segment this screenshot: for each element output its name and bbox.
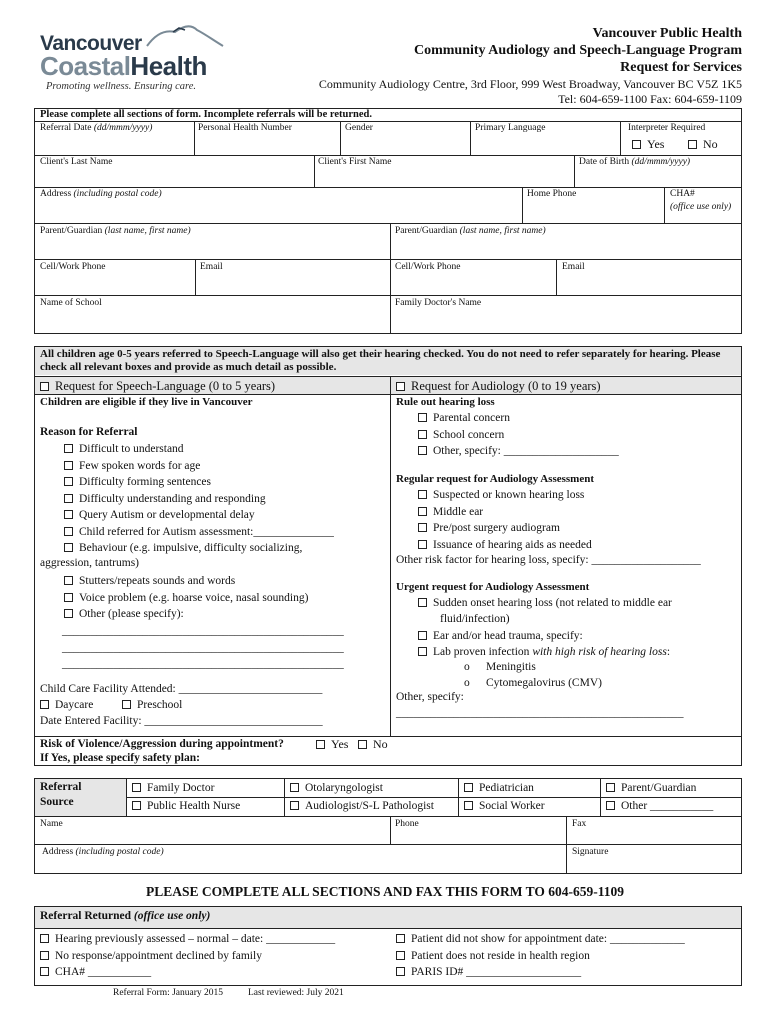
client-last-name-label: Client's Last Name (40, 157, 113, 167)
returned-item-checkbox[interactable] (396, 934, 405, 943)
interpreter-yes[interactable]: Yes (632, 137, 664, 152)
other-specify-label: Other, specify: (396, 691, 464, 703)
violence-yes[interactable]: Yes (316, 737, 348, 752)
referrer-signature-label: Signature (572, 847, 609, 857)
school-label: Name of School (40, 298, 102, 308)
regular-item[interactable]: Pre/post surgery audiogram (418, 522, 560, 534)
header-org: Vancouver Public Health (592, 26, 742, 41)
reason-item-checkbox[interactable] (64, 609, 73, 618)
childcare-field[interactable]: Child Care Facility Attended: _________________________ (40, 683, 323, 695)
cell1-label: Cell/Work Phone (40, 262, 106, 272)
referral-option[interactable]: Public Health Nurse (132, 800, 240, 812)
regular-item-checkbox[interactable] (418, 540, 427, 549)
returned-item-checkbox[interactable] (40, 967, 49, 976)
logo-coastal: Coastal (40, 51, 131, 81)
regular-item[interactable]: Issuance of hearing aids as needed (418, 539, 592, 551)
urgent-sudden[interactable]: Sudden onset hearing loss (not related to middle ear (418, 597, 672, 609)
urgent-checkbox[interactable] (418, 631, 427, 640)
preschool-option[interactable]: Preschool (122, 699, 182, 711)
section2-intro: All children age 0-5 years referred to Speech-Language will also get their hearing checked. You do not need to refer separately for hearing. Please check all relevant boxes and provide as much detail as possible. (40, 348, 721, 373)
cell2-label: Cell/Work Phone (395, 262, 461, 272)
interpreter-no[interactable]: No (688, 137, 718, 152)
client-first-name-label: Client's First Name (318, 157, 392, 167)
referral-option[interactable]: Otolaryngologist (290, 782, 383, 794)
reason-checkbox[interactable] (64, 543, 73, 552)
interpreter-yes-checkbox[interactable] (632, 140, 641, 149)
reason-item[interactable]: Other (please specify): (64, 608, 184, 620)
reason-item-checkbox[interactable] (64, 461, 73, 470)
returned-item-checkbox[interactable] (396, 951, 405, 960)
referral-option-checkbox[interactable] (464, 801, 473, 810)
referral-option-checkbox[interactable] (606, 783, 615, 792)
violence-no[interactable]: No (358, 737, 388, 752)
interpreter-no-checkbox[interactable] (688, 140, 697, 149)
sub-item-cmv: o Cytomegalovirus (CMV) (464, 677, 602, 689)
reason-item[interactable]: Stutters/repeats sounds and words (64, 575, 235, 587)
daycare-checkbox[interactable] (40, 700, 49, 709)
referral-option[interactable]: Audiologist/S-L Pathologist (290, 800, 434, 812)
speech-checkbox[interactable] (40, 382, 49, 391)
fax-notice: PLEASE COMPLETE ALL SECTIONS AND FAX THIS FORM TO 604-659-1109 (146, 884, 624, 899)
returned-item[interactable]: PARIS ID# ____________________ (396, 966, 581, 978)
referrer-fax-label: Fax (572, 819, 587, 829)
other-specify-line[interactable]: __________________________________________________ (396, 707, 684, 719)
rule-out-item[interactable]: Other, specify: ____________________ (418, 445, 619, 457)
home-phone-label: Home Phone (527, 189, 577, 199)
rule-out-item-checkbox[interactable] (418, 430, 427, 439)
safety-plan-label: If Yes, please specify safety plan: (40, 752, 200, 764)
header-address: Community Audiology Centre, 3rd Floor, 999 West Broadway, Vancouver BC V5Z 1K5 (318, 77, 742, 91)
gender-label: Gender (345, 123, 373, 133)
reason-behaviour-cont: aggression, tantrums) (40, 557, 140, 569)
rule-out-item-checkbox[interactable] (418, 446, 427, 455)
rule-out-item[interactable]: School concern (418, 429, 504, 441)
phn-label: Personal Health Number (198, 123, 292, 133)
regular-item[interactable]: Suspected or known hearing loss (418, 489, 584, 501)
header-form-title: Request for Services (620, 60, 742, 75)
returned-item[interactable]: CHA# ___________ (40, 966, 151, 978)
violence-yes-checkbox[interactable] (316, 740, 325, 749)
logo-health: Health (130, 51, 207, 81)
interpreter-label: Interpreter Required (628, 123, 706, 133)
reason-item[interactable]: Child referred for Autism assessment:______________ (64, 526, 334, 538)
regular-item-checkbox[interactable] (418, 490, 427, 499)
referral-option-checkbox[interactable] (290, 783, 299, 792)
referrer-name-label: Name (40, 819, 63, 829)
violence-no-checkbox[interactable] (358, 740, 367, 749)
reason-item-checkbox[interactable] (64, 477, 73, 486)
referrer-address-label: Address (including postal code) (42, 847, 164, 857)
sub-item-meningitis: o Meningitis (464, 661, 536, 673)
reason-behaviour[interactable]: Behaviour (e.g. impulsive, difficulty socializing, (64, 542, 302, 554)
regular-item-checkbox[interactable] (418, 507, 427, 516)
returned-title: Referral Returned (office use only) (40, 910, 211, 922)
cha-note: (office use only) (670, 202, 732, 212)
referral-source-label-1: Referral (40, 781, 82, 793)
parent2-label: Parent/Guardian (last name, first name) (395, 226, 546, 236)
other-line-2[interactable]: _________________________________________________ (62, 642, 344, 654)
reason-item-checkbox[interactable] (64, 494, 73, 503)
reason-item[interactable]: Difficulty understanding and responding (64, 493, 266, 505)
returned-item-checkbox[interactable] (40, 934, 49, 943)
referrer-phone-label: Phone (395, 819, 419, 829)
mountain-logo-icon (145, 20, 225, 50)
referral-option-checkbox[interactable] (290, 801, 299, 810)
logo-tagline: Promoting wellness. Ensuring care. (46, 81, 197, 92)
reason-item-checkbox[interactable] (64, 444, 73, 453)
urgent-infection[interactable]: Lab proven infection with high risk of hearing loss: (418, 646, 670, 658)
audiology-checkbox[interactable] (396, 382, 405, 391)
reason-item-checkbox[interactable] (64, 593, 73, 602)
regular-item-checkbox[interactable] (418, 523, 427, 532)
bullet: o (464, 677, 470, 689)
reason-item[interactable]: Difficult to understand (64, 443, 184, 455)
regular-title: Regular request for Audiology Assessment (396, 473, 595, 485)
cha-label: CHA# (670, 189, 695, 199)
returned-item[interactable]: Hearing previously assessed – normal – date: ____________ (40, 933, 335, 945)
reason-item-checkbox[interactable] (64, 510, 73, 519)
referral-option[interactable]: Family Doctor (132, 782, 214, 794)
speech-language-request[interactable]: Request for Speech-Language (0 to 5 years) (40, 379, 275, 394)
eligibility-note: Children are eligible if they live in Vancouver (40, 396, 253, 408)
urgent-checkbox[interactable] (418, 647, 427, 656)
urgent-checkbox[interactable] (418, 598, 427, 607)
reason-title: Reason for Referral (40, 426, 138, 438)
referral-option-checkbox[interactable] (132, 801, 141, 810)
footer-reviewed: Last reviewed: July 2021 (248, 988, 344, 998)
referral-source-label-2: Source (40, 796, 74, 808)
bullet: o (464, 661, 470, 673)
reason-item[interactable]: Voice problem (e.g. hoarse voice, nasal sounding) (64, 592, 308, 604)
date-entered-field[interactable]: Date Entered Facility: _______________________________ (40, 715, 323, 727)
returned-item-checkbox[interactable] (396, 967, 405, 976)
returned-item-checkbox[interactable] (40, 951, 49, 960)
urgent-trauma[interactable]: Ear and/or head trauma, specify: (418, 630, 583, 642)
referral-option-checkbox[interactable] (464, 783, 473, 792)
referral-option[interactable]: Pediatrician (464, 782, 534, 794)
referral-option[interactable]: Social Worker (464, 800, 545, 812)
daycare-option[interactable]: Daycare (40, 699, 93, 711)
reason-item[interactable]: Difficulty forming sentences (64, 476, 211, 488)
reason-item[interactable]: Query Autism or developmental delay (64, 509, 255, 521)
email1-label: Email (200, 262, 223, 272)
email2-label: Email (562, 262, 585, 272)
section1-notice: Please complete all sections of form. Incomplete referrals will be returned. (40, 109, 373, 120)
header-phone-fax: Tel: 604-659-1100 Fax: 604-659-1109 (558, 92, 742, 106)
returned-item[interactable]: Patient does not reside in health region (396, 950, 590, 962)
regular-item[interactable]: Middle ear (418, 506, 483, 518)
returned-item[interactable]: Patient did not show for appointment date: _____________ (396, 933, 685, 945)
logo-coastal-health (40, 53, 207, 79)
footer-form-date: Referral Form: January 2015 (113, 988, 224, 998)
address-label: Address (including postal code) (40, 189, 162, 199)
header-program: Community Audiology and Speech-Language Program (414, 43, 742, 58)
other-line-1[interactable]: _________________________________________________ (62, 625, 344, 637)
rule-out-title: Rule out hearing loss (396, 396, 495, 408)
reason-item-checkbox[interactable] (64, 576, 73, 585)
referral-option-checkbox[interactable] (606, 801, 615, 810)
primary-language-label: Primary Language (475, 123, 546, 133)
preschool-checkbox[interactable] (122, 700, 131, 709)
urgent-sudden-cont: fluid/infection) (440, 613, 510, 625)
referral-date-label: Referral Date (dd/mmm/yyyy) (40, 123, 153, 133)
reason-item-checkbox[interactable] (64, 527, 73, 536)
urgent-title: Urgent request for Audiology Assessment (396, 581, 590, 593)
other-risk-field[interactable]: Other risk factor for hearing loss, specify: ___________________ (396, 554, 701, 566)
violence-question: Risk of Violence/Aggression during appointment? (40, 738, 284, 750)
rule-out-item-checkbox[interactable] (418, 413, 427, 422)
doctor-label: Family Doctor's Name (395, 298, 482, 308)
referral-option-checkbox[interactable] (132, 783, 141, 792)
logo-vancouver: Vancouver (40, 32, 142, 55)
parent1-label: Parent/Guardian (last name, first name) (40, 226, 191, 236)
referral-option[interactable]: Parent/Guardian (606, 782, 696, 794)
referral-option[interactable]: Other ___________ (606, 800, 713, 812)
returned-item[interactable]: No response/appointment declined by family (40, 950, 262, 962)
other-line-3[interactable]: _________________________________________________ (62, 658, 344, 670)
dob-label: Date of Birth (dd/mmm/yyyy) (579, 157, 691, 167)
reason-item[interactable]: Few spoken words for age (64, 460, 200, 472)
rule-out-item[interactable]: Parental concern (418, 412, 510, 424)
audiology-request[interactable]: Request for Audiology (0 to 19 years) (396, 379, 601, 394)
